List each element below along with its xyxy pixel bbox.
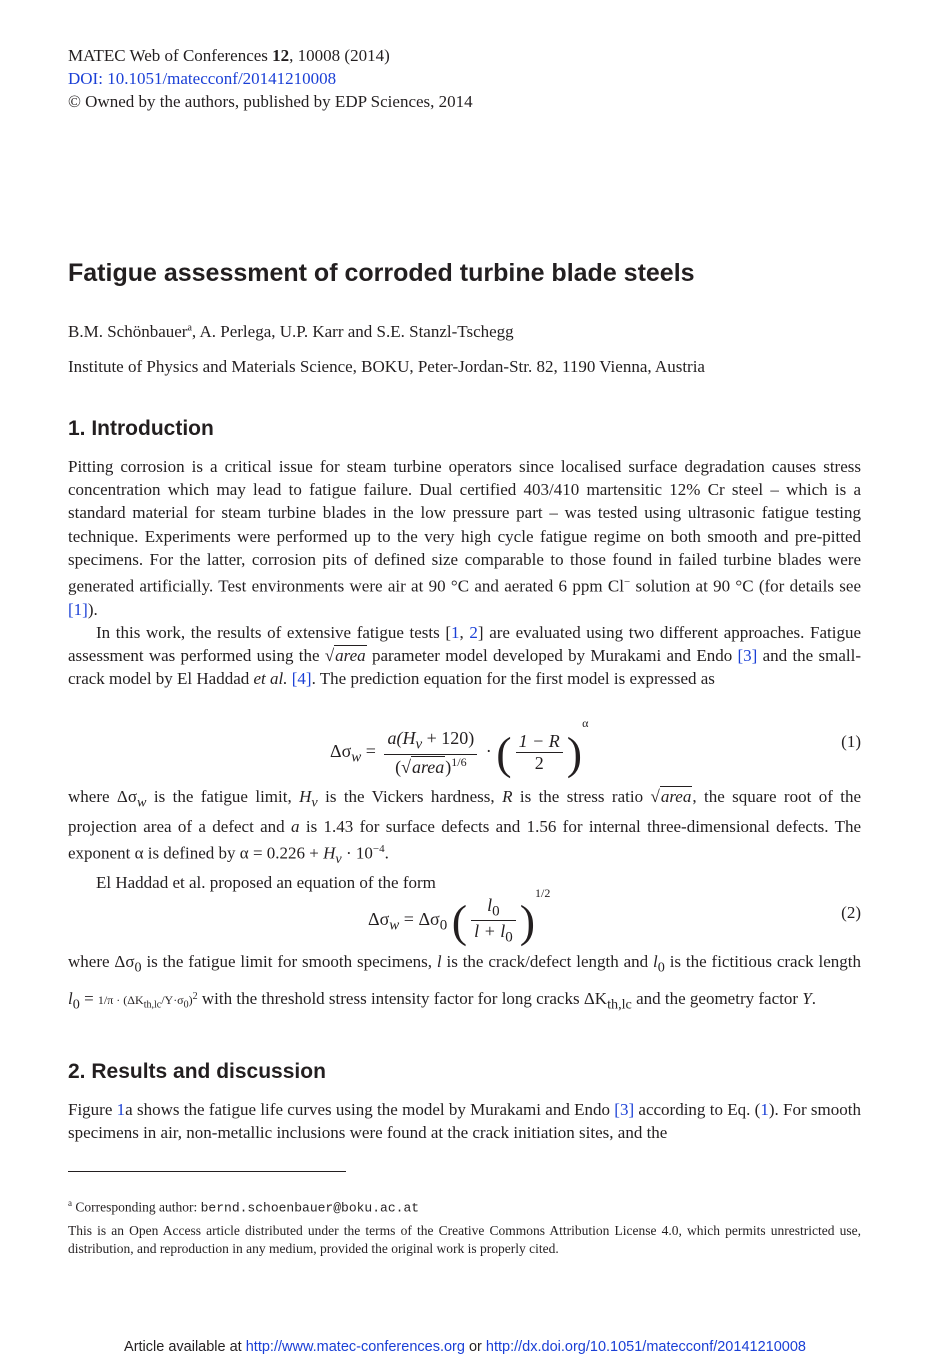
affiliation: Institute of Physics and Materials Science, BOKU, Peter-Jordan-Str. 82, 1190 Vienna, Austria <box>68 357 705 376</box>
footnote-mark: a <box>187 322 192 334</box>
equation-2: $\Delta\sigma_w = \Delta\sigma_0$ ( $\frac{l_0}{l + l_0}$ )$^{1/2}$ <box>368 886 551 947</box>
figure-link[interactable]: 1 <box>116 1100 126 1119</box>
equation-1-number: (1) <box>841 732 861 751</box>
copyright: © Owned by the authors, published by EDP Sciences, 2014 <box>68 92 473 111</box>
citation-link[interactable]: [4] <box>291 669 312 689</box>
results-paragraph: Figure 1a shows the fatigue life curves using the model by Murakami and Endo [3] according to Eq. (1). For smooth specimens in air, non-metallic inclusions were found at the crack initiation sites, and the <box>68 1100 861 1143</box>
section-results-heading: 2. Results and discussion <box>68 1060 326 1083</box>
citation-link[interactable]: 1 <box>451 623 460 643</box>
footnote-rule <box>68 1171 346 1172</box>
intro-paragraph-2: In this work, the results of extensive fatigue tests [1, 2] are evaluated using two different approaches. Fatigue assessment was performed using the √area parameter model developed by Murakami and Endo [3] and the small-crack model by El Haddad et al. [4]. The prediction equation for the first model is expressed as <box>68 623 862 689</box>
eq1-explanation: where $\Delta\sigma_w$ is the fatigue limit, $H_v$ is the Vickers hardness, R is the stress ratio √area, the square root of the projection area of a defect and a is 1.43 for surface defects and 1.56 for internal three-dimensional defects. The exponent α is defined by $\alpha = 0.226 + H_v \cdot 10^{-4}$. El Haddad et al. proposed an equation of the form <box>68 787 862 893</box>
eq2-explanation: where $\Delta\sigma_0$ is the fatigue limit for smooth specimens, l is the crack/defect length and $l_0$ is the fictitious crack length $l_0 = 1/\pi \cdot (\Delta K_{th,lc}/Y\cdot\sigma_0)^2$ with the threshold stress intensity factor for long cracks $\Delta K_{th,lc}$ and the geometry factor Y. <box>68 952 861 1013</box>
paper-title: Fatigue assessment of corroded turbine blade steels <box>68 259 695 287</box>
doi-url-link[interactable]: http://dx.doi.org/10.1051/matecconf/20141210008 <box>485 1339 806 1355</box>
citation-link[interactable]: 2 <box>469 623 478 643</box>
citation-link[interactable]: [3] <box>737 646 758 666</box>
corresponding-author-footnote: $^a$ Corresponding author: bernd.schoenbauer@boku.ac.at <box>68 1198 420 1216</box>
license-footnote: This is an Open Access article distributed under the terms of the Creative Commons Attribution License 4.0, which permits unrestricted use, distribution, and reproduction in any medium, provided the original work is properly cited. <box>68 1223 861 1256</box>
equation-link[interactable]: 1 <box>760 1100 769 1119</box>
equation-1: $\Delta\sigma_w$ = $\frac{a(H_v + 120)}{(√area)^{1/6}}$ · ( $\frac{1 - R}{2}$ )$^\alpha$ <box>330 716 589 779</box>
email[interactable]: bernd.schoenbauer@boku.ac.at <box>200 1200 420 1216</box>
citation-link[interactable]: [1] <box>68 599 88 619</box>
journal-header: MATEC Web of Conferences 12, 10008 (2014) <box>68 46 390 65</box>
intro-paragraph-1: Pitting corrosion is a critical issue for steam turbine operators since localised surface degradation causes stress concentration which may lead to fatigue failure. Dual certified 403/410 martensitic 12% Cr steel – which is a standard material for steam turbine blades in the low pressure part – was tested using ultrasonic fatigue testing technique. Experiments were performed up to the very high cycle fatigue regime on both smooth and pre-pitted specimens. For the latter, corrosion pits of defined size comparable to those found in failed turbine blades were generated artificially. Test environments were air at 90 °C and aerated 6 ppm Cl− solution at 90 °C (for details see [1]). <box>68 457 861 619</box>
intro-paragraphs <box>68 455 861 691</box>
authors: B.M. Schönbauer$^a$, A. Perlega, U.P. Karr and S.E. Stanzl-Tschegg <box>68 322 514 341</box>
article-availability: Article available at http://www.matec-conferences.org or http://dx.doi.org/10.1051/matecconf/20141210008 <box>124 1339 806 1355</box>
citation-link[interactable]: [3] <box>614 1100 635 1119</box>
equation-2-number: (2) <box>841 903 861 922</box>
doi-link[interactable]: DOI: 10.1051/matecconf/20141210008 <box>68 69 337 88</box>
volume: 12 <box>272 46 290 65</box>
matec-link[interactable]: http://www.matec-conferences.org <box>245 1339 465 1355</box>
section-introduction-heading: 1. Introduction <box>68 417 214 440</box>
